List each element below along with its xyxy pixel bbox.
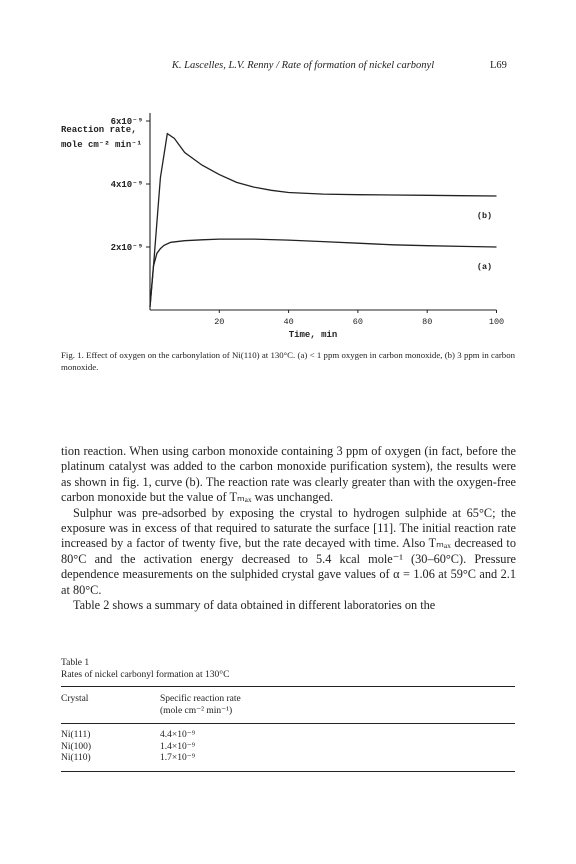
- series-line: [150, 134, 497, 307]
- col-header-rate-line1: Specific reaction rate: [160, 694, 241, 704]
- cell-crystal: Ni(110): [61, 753, 91, 763]
- series-line: [150, 239, 497, 307]
- paragraph-2: Sulphur was pre-adsorbed by exposing the crystal to hydrogen sulphide at 65°C; the exposure was in excess of that required to saturate the surface [11]. The initial reaction rate increased by a factor of twenty five, but the rate decayed with time. Also Tₘₐₓ decreased to 80°C and the activation energy decreased to 5.4 kcal mole⁻¹ (30–60°C). Pressure dependence measurements on the sulphided crystal gave values of α = 1.06 at 59°C and 2.1 at 80°C.: [61, 505, 516, 597]
- y-tick-label: 6x10⁻⁹: [110, 117, 143, 127]
- paragraph-1: tion reaction. When using carbon monoxide containing 3 ppm of oxygen (in fact, before the platinum catalyst was added to the carbon monoxide purification system), the results were as shown in fig. 1, curve (b). The reaction rate was clearly greater than with the oxygen-free carbon monoxide but the value of Tₘₐₓ was unchanged.: [61, 444, 516, 505]
- cell-rate: 1.7×10⁻⁹: [160, 753, 196, 763]
- table-body: [61, 724, 515, 765]
- y-tick-label: 4x10⁻⁹: [110, 180, 143, 190]
- y-axis-ticks: [111, 117, 150, 253]
- cell-crystal: Ni(111): [61, 730, 91, 740]
- table-caption: [61, 657, 229, 681]
- table-row: [61, 742, 515, 754]
- col-header-rate: [160, 693, 515, 717]
- table-row: [61, 753, 515, 765]
- x-axis-label: Time, min: [288, 330, 338, 340]
- body-text: [61, 444, 516, 613]
- series-label: (b): [476, 210, 493, 221]
- y-axis-label-line1: Reaction rate,: [61, 125, 137, 135]
- page-number: L69: [490, 60, 507, 71]
- cell-rate: 1.4×10⁻⁹: [160, 741, 196, 752]
- figure-1-chart: [60, 80, 510, 346]
- x-tick-label: 80: [422, 317, 433, 327]
- x-tick-label: 20: [214, 317, 225, 327]
- table-row: [61, 730, 515, 742]
- chart-series: [150, 134, 497, 307]
- table-title: Rates of nickel carbonyl formation at 130°C: [61, 670, 230, 680]
- x-tick-label: 40: [283, 317, 294, 327]
- y-axis-label-line2: mole cm⁻² min⁻¹: [61, 140, 143, 150]
- chart-axes: [150, 113, 497, 310]
- cell-rate: 4.4×10⁻⁹: [160, 730, 196, 740]
- paragraph-3: Table 2 shows a summary of data obtained in different laboratories on the: [73, 598, 436, 613]
- x-tick-label: 100: [488, 317, 505, 327]
- table-bottom-rule: [61, 771, 515, 772]
- series-label: (a): [476, 262, 493, 272]
- table-label: Table 1: [61, 658, 90, 668]
- running-title: K. Lascelles, L.V. Renny / Rate of formation of nickel carbonyl: [171, 60, 435, 71]
- cell-crystal: Ni(100): [61, 741, 92, 752]
- figure-caption: Fig. 1. Effect of oxygen on the carbonylation of Ni(110) at 130°C. (a) < 1 ppm oxygen in carbon monoxide, (b) 3 ppm in carbon monoxide.: [61, 350, 515, 372]
- table-header-row: [61, 687, 515, 723]
- y-tick-label: 2x10⁻⁹: [110, 243, 143, 253]
- table-1: [61, 686, 515, 772]
- col-header-rate-line2: (mole cm⁻² min⁻¹): [160, 706, 233, 716]
- col-header-crystal: Crystal: [61, 694, 89, 704]
- x-axis-ticks: [214, 310, 504, 327]
- x-tick-label: 60: [352, 317, 364, 327]
